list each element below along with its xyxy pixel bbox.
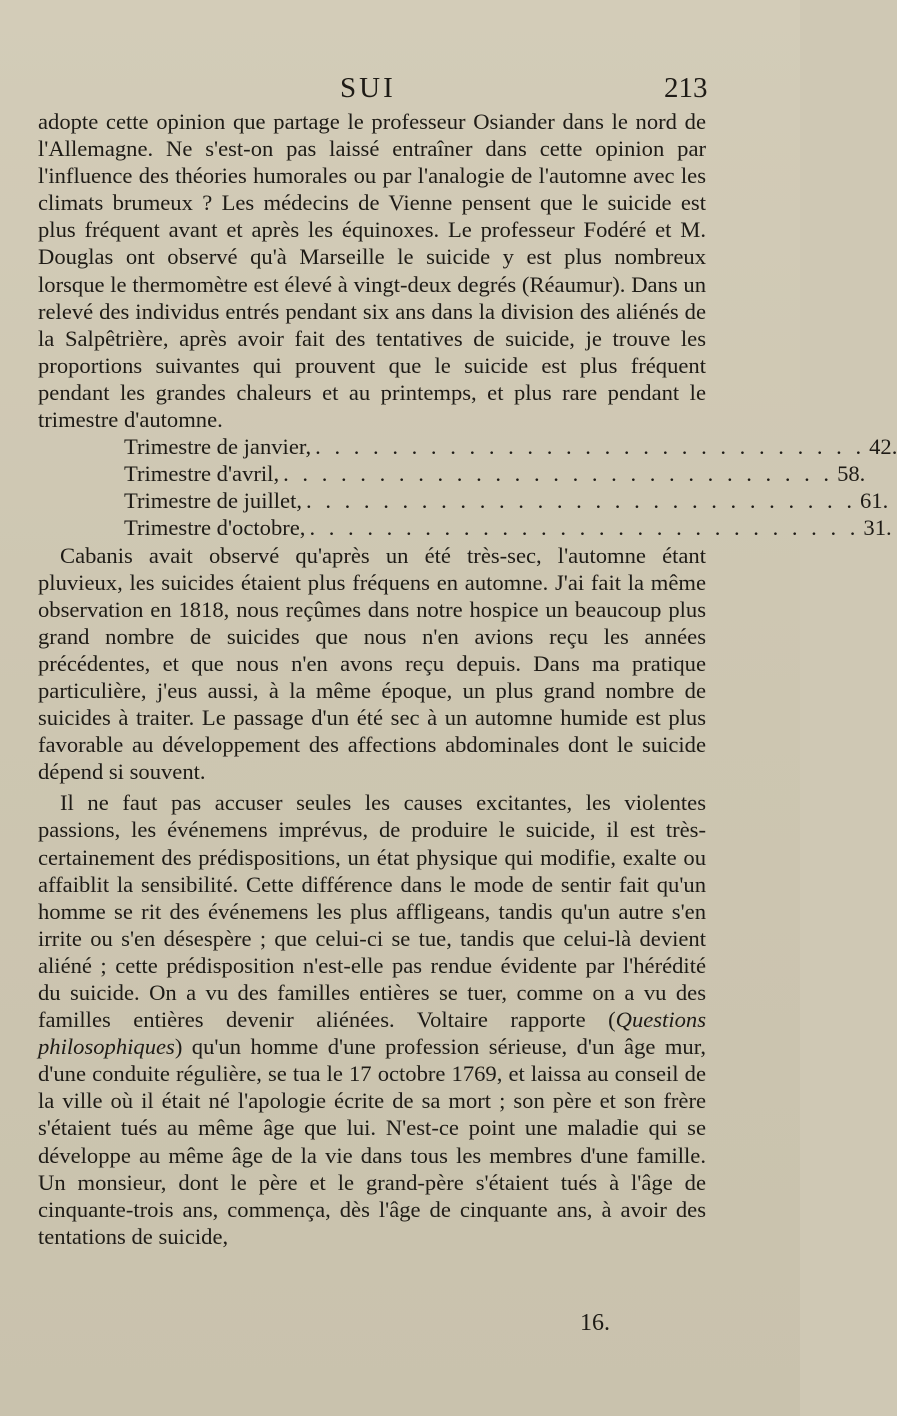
paragraph-1: adopte cette opinion que partage le professeur Osiander dans le nord de l'Allemagne. Ne s'est-on pas laissé entraîner dans cette opinion par l'influence des théories humorales ou par l'analogie de l'automne avec les climats brumeux ? Les médecins de Vienne pensent que le suicide est plus fréquent avant et après les équinoxes. Le professeur Fodéré et M. Douglas ont observé qu'à Marseille le suicide y est plus nombreux lorsque le thermomètre est élevé à vingt-deux degrés (Réaumur). Dans un relevé des individus entrés pendant six ans dans la division des aliénés de la Salpêtrière, après avoir fait des tentatives de suicide, je trouve les proportions suivantes qui prouvent que le suicide est plus fréquent pendant les grandes chaleurs et au printemps, et plus rare pendant le trimestre d'automne. <box>38 109 706 433</box>
page-number: 213 <box>664 72 708 104</box>
suicide-table <box>124 433 897 541</box>
row-value: 31. <box>863 515 892 541</box>
paragraph-2: Cabanis avait observé qu'après un été très-sec, l'automne étant pluvieux, les suicides étaient plus fréquens en automne. J'ai fait la même observation en 1818, nous reçûmes dans notre hospice un beaucoup plus grand nombre de suicides que nous n'en avions reçu les années précédentes, et que nous n'en avons reçu depuis. Dans ma pratique particulière, j'eus aussi, à la même époque, un plus grand nombre de suicides à traiter. Le passage d'un été sec à un automne humide est plus favorable au développement des affections abdominales dont le suicide dépend si souvent. <box>38 542 706 785</box>
table-row <box>124 433 897 460</box>
running-head: SUI <box>340 72 396 104</box>
row-value: 42. <box>869 434 897 460</box>
table-row <box>124 487 889 514</box>
body-text <box>38 108 897 1250</box>
dot-leader: . . . . . . . . . . . . . . . . . . . . . . . . . . . . . <box>306 488 856 514</box>
paragraph-3-text: ) qu'un homme d'une profession sérieuse, d'un âge mur, d'une conduite régulière, se tua le 17 octobre 1769, et laissa au conseil de la ville où il était né l'apologie écrite de sa mort ; son père et son frère s'étaient tués au même âge que lui. N'est-ce point une maladie qui se développe au même âge de la vie dans tous les membres d'une famille. Un monsieur, dont le père et le grand-père s'étaient tués à l'âge de cinquante-trois ans, commença, dès l'âge de cinquante ans, à avoir des tentations de suicide, <box>38 1034 706 1249</box>
signature-mark: 16. <box>580 1310 610 1336</box>
row-value: 61. <box>859 488 889 514</box>
row-value: 58. <box>837 461 866 487</box>
dot-leader: . . . . . . . . . . . . . . . . . . . . . . . . . . . . . <box>309 515 860 541</box>
dot-leader: . . . . . . . . . . . . . . . . . . . . . . . . . . . . . <box>315 434 866 460</box>
page-header <box>0 72 800 108</box>
paragraph-3 <box>38 789 706 1250</box>
row-label: Trimestre d'avril, <box>124 461 280 487</box>
dot-leader: . . . . . . . . . . . . . . . . . . . . . . . . . . . . . <box>283 461 834 487</box>
table-row <box>124 514 892 541</box>
paragraph-3-text: Il ne faut pas accuser seules les causes excitantes, les violentes passions, les événemens imprévus, de produire le suicide, il est très-certainement des prédispositions, un état physique qui modifie, exalte ou affaiblit la sensibilité. Cette différence dans le mode de sentir fait qu'un homme se rit des événemens les plus affligeans, tandis qu'un autre s'en irrite ou s'en désespère ; que celui-ci se tue, tandis que celui-là devient aliéné ; cette prédisposition n'est-elle pas rendue évidente par l'hérédité du suicide. On a vu des familles entières se tuer, comme on a vu des familles entières devenir aliénées. Voltaire rapporte ( <box>38 790 706 1033</box>
table-row <box>124 460 866 487</box>
row-label: Trimestre de janvier, <box>124 434 312 460</box>
row-label: Trimestre d'octobre, <box>124 515 306 541</box>
row-label: Trimestre de juillet, <box>124 488 303 514</box>
book-title: Questions philosophiques <box>38 1007 706 1060</box>
